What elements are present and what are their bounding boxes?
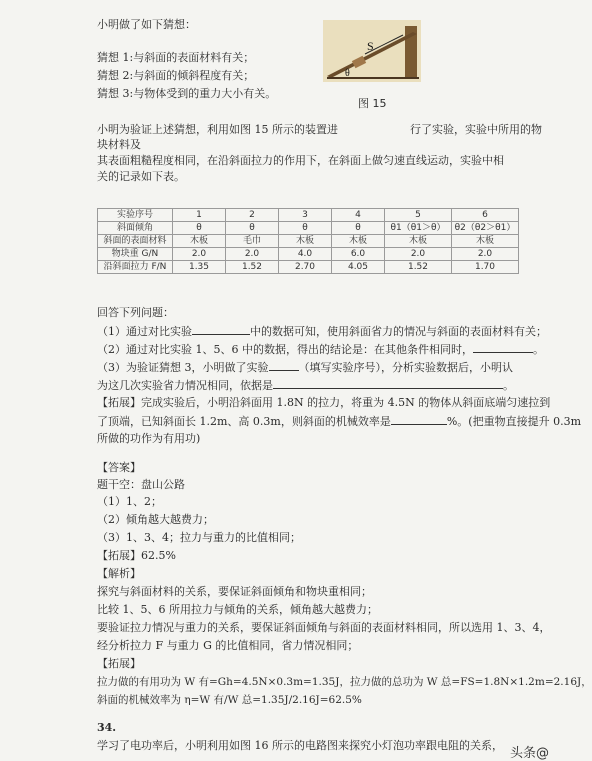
analysis-line-1: 探究与斜面材料的关系，要保证斜面倾角和物块重相同； — [97, 585, 372, 598]
table-cell: 木板 — [385, 235, 452, 248]
table-cell: 斜面倾角 — [98, 222, 173, 235]
answer-2: （2）倾角越大越费力； — [97, 513, 214, 526]
questions-title: 回答下列问题： — [97, 306, 174, 319]
table-cell: θ — [279, 222, 332, 235]
watermark: 头条@ — [510, 746, 550, 761]
question-3-text-a: （3）为验证猜想 3，小明做了实验 — [97, 361, 269, 374]
table-cell: 2.0 — [173, 248, 226, 261]
table-cell: 6 — [452, 209, 519, 222]
experiment-table — [97, 208, 519, 274]
table-cell: 3 — [279, 209, 332, 222]
question-1 — [97, 324, 547, 339]
question-3-text-d: 。 — [503, 379, 514, 392]
answer-blank[interactable] — [269, 360, 299, 371]
question-3-text-c: 为这几次实验省力情况相同，依据是 — [97, 379, 273, 392]
table-cell: 5 — [385, 209, 452, 222]
table-cell: θ — [173, 222, 226, 235]
guess-2: 猜想 2:与斜面的倾斜程度有关； — [97, 69, 255, 82]
table-cell: 木板 — [332, 235, 385, 248]
extension-line-2 — [97, 414, 581, 429]
question-3-cont — [97, 378, 514, 393]
table-cell: 2.70 — [279, 261, 332, 274]
para1-line4: 关的记录如下表。 — [97, 170, 185, 183]
table-cell: 1.52 — [385, 261, 452, 274]
table-cell: 木板 — [173, 235, 226, 248]
question-3 — [97, 360, 513, 375]
table-cell: 沿斜面拉力 F/N — [98, 261, 173, 274]
extension-header: 【拓展】 — [97, 657, 141, 670]
formula-line-2: 斜面的机械效率为 η=W 有/W 总=1.35J/2.16J=62.5% — [97, 694, 362, 706]
answer-blank[interactable] — [391, 414, 447, 425]
answer-topic: 题干空：盘山公路 — [97, 478, 185, 491]
table-cell: 木板 — [452, 235, 519, 248]
table-row — [98, 222, 519, 235]
para1-line1b: 行了实验，实验中所用的物 — [410, 123, 542, 136]
question-2-text-a: （2）通过对比实验 1、5、6 中的数据，得出的结论是：在其他条件相同时， — [97, 343, 473, 356]
table-row — [98, 235, 519, 248]
question-3-text-b: （填写实验序号），分析实验数据后，小明认 — [298, 361, 513, 374]
analysis-line-4: 经分析拉力 F 与重力 G 的比值相同，省力情况相同； — [97, 639, 359, 652]
table-cell: 实验序号 — [98, 209, 173, 222]
question-1-text-a: （1）通过对比实验 — [97, 325, 192, 338]
answer-blank[interactable] — [192, 324, 250, 335]
next-question-line: 学习了电功率后，小明利用如图 16 所示的电路图来探究小灯泡功率跟电阻的关系， — [97, 739, 503, 752]
incline-diagram — [323, 20, 421, 82]
formula-line-1: 拉力做的有用功为 W 有=Gh=4.5N×0.3m=1.35J，拉力做的总功为 W 总=FS=1.8N×1.2m=2.16J， — [97, 676, 592, 688]
question-2 — [97, 342, 544, 357]
table-cell: 2.0 — [226, 248, 279, 261]
answer-3: （3）1、3、4；拉力与重力的比值相同； — [97, 531, 301, 544]
answer-header: 【答案】 — [97, 461, 141, 474]
table-cell: 2.0 — [385, 248, 452, 261]
label-s: S — [367, 39, 374, 53]
para1-line3: 其表面粗糙程度相同，在沿斜面拉力的作用下，在斜面上做匀速直线运动，实验中相 — [97, 154, 504, 167]
analysis-line-2: 比较 1、5、6 所用拉力与倾角的关系，倾角越大越费力； — [97, 603, 378, 616]
table-row — [98, 209, 519, 222]
table-row — [98, 261, 519, 274]
answer-blank[interactable] — [273, 378, 503, 389]
table-cell: 4.05 — [332, 261, 385, 274]
intro-text: 小明做了如下猜想： — [97, 18, 196, 31]
table-cell: 斜面的表面材料 — [98, 235, 173, 248]
label-theta: θ — [345, 68, 350, 79]
table-cell: 6.0 — [332, 248, 385, 261]
table-cell: θ2（θ2＞θ1） — [452, 222, 519, 235]
table-cell: 1.70 — [452, 261, 519, 274]
table-cell: θ — [226, 222, 279, 235]
answer-blank[interactable] — [473, 342, 533, 353]
table-cell: 物块重 G/N — [98, 248, 173, 261]
table-cell: 木板 — [279, 235, 332, 248]
incline-figure — [323, 20, 421, 82]
question-number: 34. — [97, 721, 117, 734]
table-cell: 1.35 — [173, 261, 226, 274]
table-cell: 2 — [226, 209, 279, 222]
table-cell: 4 — [332, 209, 385, 222]
analysis-line-3: 要验证拉力情况与重力的关系，要保证斜面倾角与斜面的表面材料相同，所以选用 1、3、4， — [97, 621, 551, 634]
analysis-header: 【解析】 — [97, 567, 141, 580]
para1-line2: 块材料及 — [97, 138, 141, 151]
answer-extension: 【拓展】62.5% — [97, 549, 176, 562]
extension-line-1: 【拓展】完成实验后，小明沿斜面用 1.8N 的拉力，将重为 4.5N 的物体从斜面底端匀速拉到 — [97, 396, 551, 409]
guess-1: 猜想 1:与斜面的表面材料有关； — [97, 51, 255, 64]
table-cell: θ — [332, 222, 385, 235]
para1-line1a: 小明为验证上述猜想，利用如图 15 所示的装置进 — [97, 123, 338, 136]
table-row — [98, 248, 519, 261]
guess-3: 猜想 3:与物体受到的重力大小有关。 — [97, 87, 277, 100]
question-2-text-b: 。 — [533, 343, 544, 356]
extension-line-3: 所做的功作为有用功) — [97, 432, 201, 445]
answer-1: （1）1、2； — [97, 495, 162, 508]
table-cell: 毛巾 — [226, 235, 279, 248]
figure-caption: 图 15 — [358, 97, 387, 110]
table-cell: 4.0 — [279, 248, 332, 261]
table-cell: θ1（θ1＞θ） — [385, 222, 452, 235]
table-cell: 1 — [173, 209, 226, 222]
question-1-text-b: 中的数据可知，使用斜面省力的情况与斜面的表面材料有关； — [250, 325, 547, 338]
table-cell: 2.0 — [452, 248, 519, 261]
extension-text-b: %。(把重物直接提升 0.3m — [446, 415, 582, 428]
table-cell: 1.52 — [226, 261, 279, 274]
extension-text-a: 了顶端，已知斜面长 1.2m、高 0.3m，则斜面的机械效率是 — [97, 415, 391, 428]
